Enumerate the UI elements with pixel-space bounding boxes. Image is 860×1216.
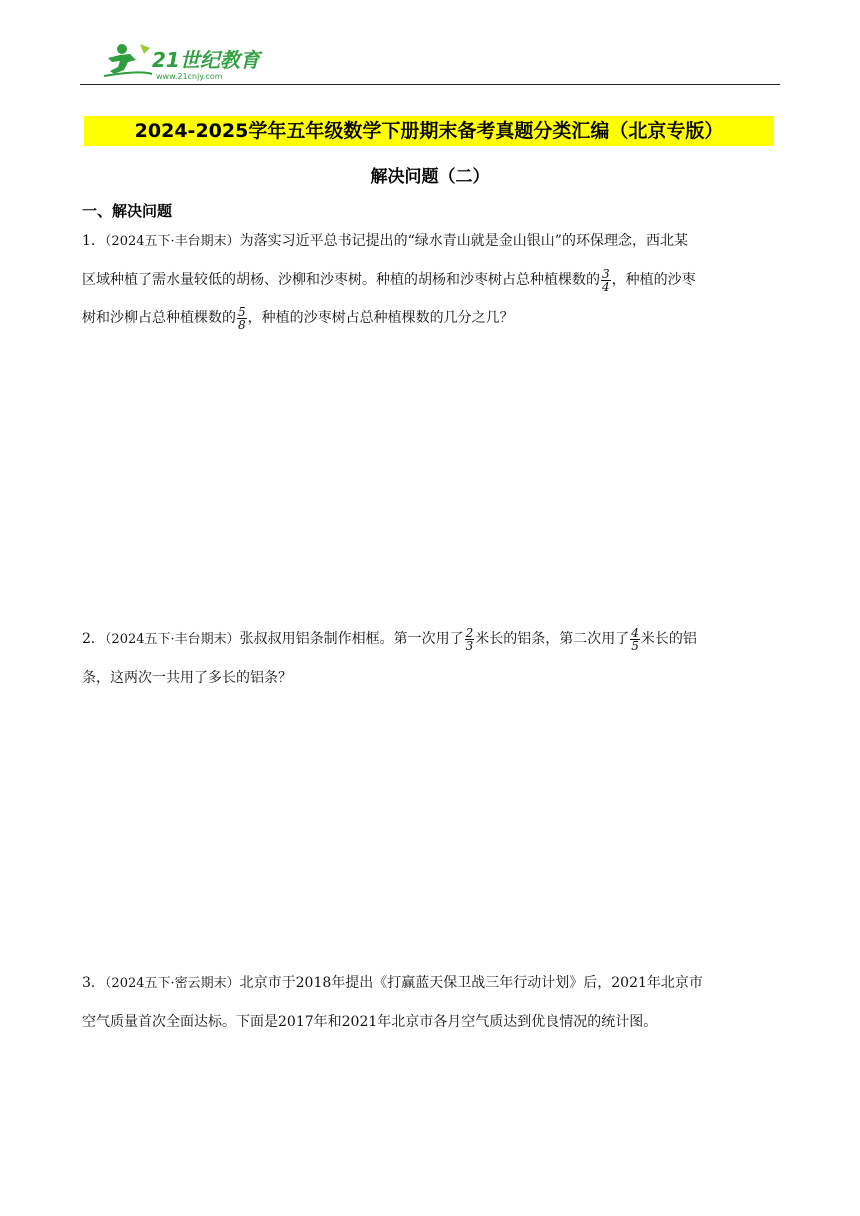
- question-source: （2024五下·丰台期末）: [104, 632, 240, 647]
- question-text: 米长的铝: [640, 631, 697, 647]
- question-text: 张叔叔用铝条制作相框。第一次用了: [239, 631, 464, 647]
- question-3-line-1: [82, 964, 782, 1003]
- logo-url: www.21cnjy.com: [156, 72, 223, 81]
- question-text: 条，这两次一共用了多长的铝条？: [82, 670, 292, 686]
- question-2-line-2: [82, 659, 782, 697]
- question-text: 空气质量首次全面达标。下面是2017年和2021年北京市各月空气质达到优良情况的统计图。: [82, 1014, 658, 1030]
- question-1-line-3: [82, 299, 782, 337]
- runner-icon: [104, 44, 152, 76]
- question-source: （2024五下·丰台期末）: [104, 234, 240, 249]
- question-text: 树和沙柳占总种植棵数的: [82, 310, 236, 326]
- question-text: ，种植的沙枣树占总种植棵数的几分之几？: [247, 310, 514, 326]
- question-2-line-1: [82, 620, 782, 659]
- question-text: 为落实习近平总书记提出的“绿水青山就是金山银山”的环保理念，西北某: [239, 233, 688, 249]
- fraction-denominator: 3: [465, 638, 474, 653]
- question-1-line-2: [82, 261, 782, 299]
- fraction-denominator: 8: [238, 317, 246, 332]
- fraction-numerator: 4: [631, 625, 639, 640]
- question-1: [82, 222, 782, 337]
- header-divider: [80, 84, 780, 85]
- fraction: [465, 627, 475, 652]
- fraction-numerator: 5: [238, 304, 246, 319]
- question-text: ，种植的沙枣: [611, 272, 696, 288]
- fraction: [237, 306, 247, 331]
- question-number: 3．: [82, 975, 105, 991]
- section-heading: 一、解决问题: [82, 202, 173, 220]
- fraction: [601, 268, 611, 293]
- fraction-denominator: 4: [602, 279, 610, 294]
- site-logo: [100, 40, 270, 82]
- fraction-numerator: 3: [602, 266, 610, 281]
- question-3-line-2: [82, 1003, 782, 1041]
- fraction-numerator: 2: [465, 625, 474, 640]
- question-1-line-1: [82, 222, 782, 261]
- fraction-denominator: 5: [631, 638, 639, 653]
- question-text: 区域种植了需水量较低的胡杨、沙柳和沙枣树。种植的胡杨和沙枣树占总种植棵数的: [82, 272, 600, 288]
- question-number: 1．: [82, 233, 105, 249]
- fraction: [630, 627, 640, 652]
- document-subtitle: 解决问题（二）: [370, 167, 490, 187]
- document-title: 2024-2025学年五年级数学下册期末备考真题分类汇编（北京专版）: [84, 116, 774, 146]
- question-text: 北京市于2018年提出《打赢蓝天保卫战三年行动计划》后，2021年北京市: [239, 975, 703, 991]
- question-text: 米长的铝条，第二次用了: [475, 631, 630, 647]
- question-source: （2024五下·密云期末）: [104, 976, 240, 991]
- question-number: 2．: [82, 631, 105, 647]
- question-2: [82, 620, 782, 697]
- question-3: [82, 964, 782, 1041]
- logo-text: 21世纪教育: [152, 48, 260, 72]
